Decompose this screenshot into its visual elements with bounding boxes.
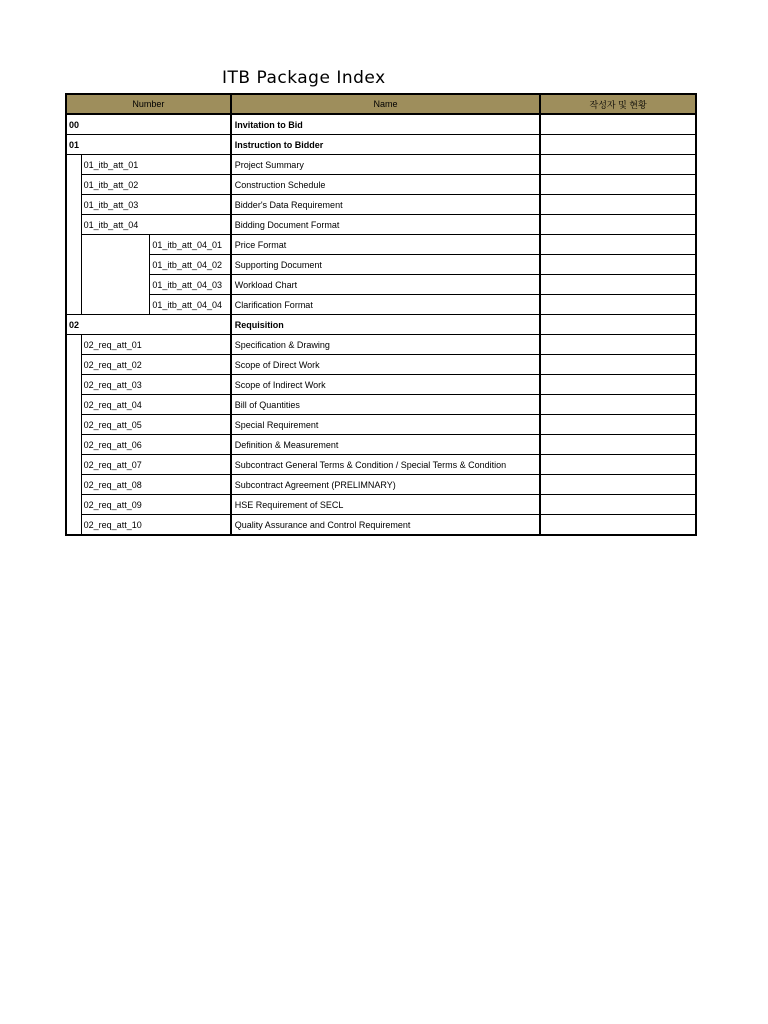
indent-cell — [66, 335, 81, 355]
table-row — [66, 275, 696, 295]
row-name: Bill of Quantities — [231, 395, 540, 415]
indent-cell — [66, 375, 81, 395]
row-name: Bidder's Data Requirement — [231, 195, 540, 215]
row-number: 02_req_att_05 — [81, 415, 231, 435]
table-row — [66, 355, 696, 375]
row-status — [540, 455, 696, 475]
row-number: 02_req_att_06 — [81, 435, 231, 455]
row-name: Special Requirement — [231, 415, 540, 435]
table-row — [66, 114, 696, 135]
row-number: 02_req_att_01 — [81, 335, 231, 355]
indent-cell — [66, 175, 81, 195]
row-status — [540, 215, 696, 235]
indent-cell — [66, 495, 81, 515]
indent-cell — [66, 235, 81, 255]
indent-cell — [66, 515, 81, 536]
row-number: 02_req_att_02 — [81, 355, 231, 375]
table-row — [66, 375, 696, 395]
row-status — [540, 295, 696, 315]
indent-cell — [81, 295, 150, 315]
row-name: Bidding Document Format — [231, 215, 540, 235]
page-title: ITB Package Index — [222, 68, 386, 88]
row-number: 01_itb_att_01 — [81, 155, 231, 175]
row-status — [540, 435, 696, 455]
row-name: Scope of Indirect Work — [231, 375, 540, 395]
indent-cell — [81, 235, 150, 255]
indent-cell — [66, 475, 81, 495]
row-name: HSE Requirement of SECL — [231, 495, 540, 515]
row-name: Project Summary — [231, 155, 540, 175]
row-number: 02_req_att_09 — [81, 495, 231, 515]
row-number: 01_itb_att_04_01 — [150, 235, 231, 255]
table-row — [66, 335, 696, 355]
row-name: Supporting Document — [231, 255, 540, 275]
table-row — [66, 155, 696, 175]
indent-cell — [66, 415, 81, 435]
table-row — [66, 415, 696, 435]
indent-cell — [81, 275, 150, 295]
indent-cell — [81, 255, 150, 275]
row-number: 02_req_att_10 — [81, 515, 231, 536]
row-number: 02_req_att_04 — [81, 395, 231, 415]
row-status — [540, 415, 696, 435]
row-number: 02_req_att_08 — [81, 475, 231, 495]
row-name: Subcontract General Terms & Condition / Special Terms & Condition — [231, 455, 540, 475]
table-row — [66, 295, 696, 315]
table-row — [66, 135, 696, 155]
row-number: 02_req_att_07 — [81, 455, 231, 475]
row-number: 01_itb_att_04_03 — [150, 275, 231, 295]
table-row — [66, 255, 696, 275]
indent-cell — [66, 215, 81, 235]
row-number: 02 — [66, 315, 231, 335]
row-number: 01 — [66, 135, 231, 155]
table-row — [66, 495, 696, 515]
row-status — [540, 375, 696, 395]
row-number: 01_itb_att_04 — [81, 215, 231, 235]
indent-cell — [66, 255, 81, 275]
indent-cell — [66, 435, 81, 455]
row-name: Instruction to Bidder — [231, 135, 540, 155]
row-number: 01_itb_att_04_04 — [150, 295, 231, 315]
row-status — [540, 114, 696, 135]
table-row — [66, 475, 696, 495]
row-name: Specification & Drawing — [231, 335, 540, 355]
header-status: 작성자 및 현황 — [540, 94, 696, 114]
table-row — [66, 395, 696, 415]
row-number: 00 — [66, 114, 231, 135]
row-status — [540, 395, 696, 415]
row-number: 02_req_att_03 — [81, 375, 231, 395]
row-status — [540, 155, 696, 175]
row-status — [540, 235, 696, 255]
row-status — [540, 495, 696, 515]
row-status — [540, 195, 696, 215]
table-row — [66, 215, 696, 235]
table-header-row — [66, 94, 696, 114]
row-name: Requisition — [231, 315, 540, 335]
row-number: 01_itb_att_04_02 — [150, 255, 231, 275]
row-status — [540, 175, 696, 195]
row-name: Invitation to Bid — [231, 114, 540, 135]
table-row — [66, 175, 696, 195]
row-status — [540, 515, 696, 536]
indent-cell — [66, 295, 81, 315]
row-status — [540, 315, 696, 335]
row-name: Quality Assurance and Control Requirement — [231, 515, 540, 536]
row-name: Subcontract Agreement (PRELIMNARY) — [231, 475, 540, 495]
table-row — [66, 315, 696, 335]
indent-cell — [66, 455, 81, 475]
row-name: Workload Chart — [231, 275, 540, 295]
indent-cell — [66, 355, 81, 375]
row-status — [540, 255, 696, 275]
header-name: Name — [231, 94, 540, 114]
indent-cell — [66, 155, 81, 175]
table-body — [66, 114, 696, 535]
row-status — [540, 475, 696, 495]
itb-index-table — [65, 93, 697, 536]
table-row — [66, 435, 696, 455]
indent-cell — [66, 395, 81, 415]
row-status — [540, 135, 696, 155]
row-status — [540, 335, 696, 355]
indent-cell — [66, 195, 81, 215]
indent-cell — [66, 275, 81, 295]
row-name: Scope of Direct Work — [231, 355, 540, 375]
table-row — [66, 455, 696, 475]
table-row — [66, 195, 696, 215]
row-name: Price Format — [231, 235, 540, 255]
row-number: 01_itb_att_03 — [81, 195, 231, 215]
row-name: Construction Schedule — [231, 175, 540, 195]
row-number: 01_itb_att_02 — [81, 175, 231, 195]
header-number: Number — [66, 94, 231, 114]
table-row — [66, 235, 696, 255]
row-status — [540, 275, 696, 295]
row-status — [540, 355, 696, 375]
row-name: Clarification Format — [231, 295, 540, 315]
row-name: Definition & Measurement — [231, 435, 540, 455]
table-row — [66, 515, 696, 536]
